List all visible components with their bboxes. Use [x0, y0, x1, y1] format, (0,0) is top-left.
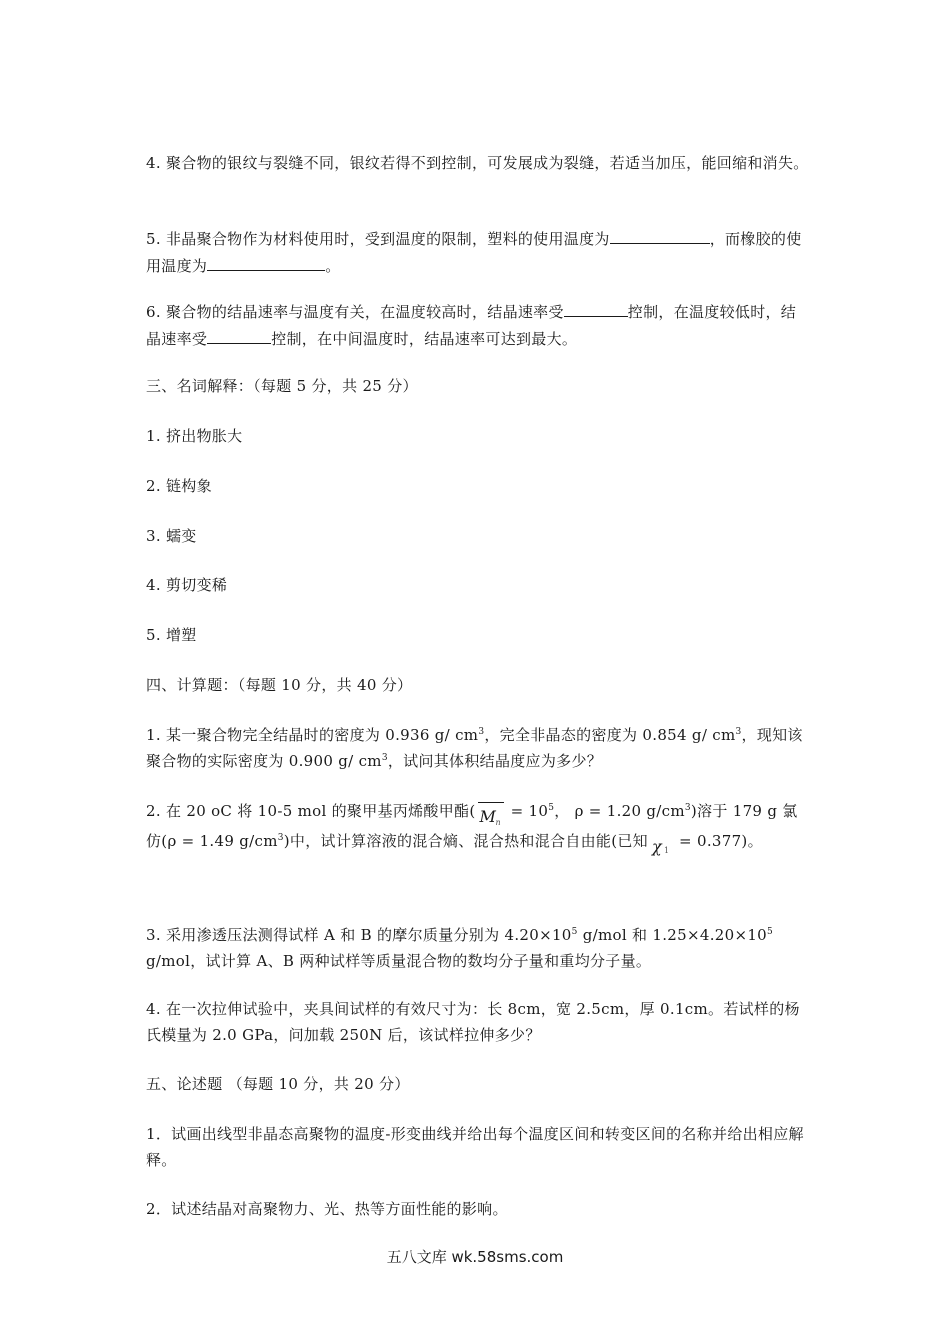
essay-question: 1．试画出线型非晶态高聚物的温度-形变曲线并给出每个温度区间和转变区间的名称并给出相应解释。 — [146, 1125, 804, 1169]
mn-formula: M n — [476, 799, 506, 825]
footer-watermark: 五八文库 wk.58sms.com — [386, 1248, 564, 1266]
question-4-1: 1. 某一聚合物完全结晶时的密度为 0.936 g/ $cm^3$，完全非晶态的密度为 0.854 g/ $cm^3$，现知该聚合物的实际密度为 0.900 g/ $cm^3$，试问其体积结晶度应为多少？ — [146, 726, 803, 770]
fill-blank — [207, 325, 271, 344]
term-item: 2. 链构象 — [146, 477, 212, 495]
term-item: 4. 剪切变稀 — [146, 576, 228, 594]
term-item: 5. 增塑 — [146, 626, 197, 644]
essay-question: 2．试述结晶对高聚物力、光、热等方面性能的影响。 — [146, 1200, 508, 1218]
question-4-4: 4. 在一次拉伸试验中，夹具间试样的有效尺寸为：长 8cm，宽 2.5cm，厚 0.1cm。若试样的杨氏模量为 2.0 GPa，问加载 250N 后，该试样拉伸多少？ — [146, 1000, 800, 1044]
term-item: 1. 挤出物胀大 — [146, 427, 243, 445]
question-4-3: 3. 采用渗透压法测得试样 A 和 B 的摩尔质量分别为 $4.20\times 10^5$ g/mol 和 $1.25\times 4.20\times 10^5$ g/mol，试计算 A、B 两种试样等质量混合物的数均分子量和重均分子量。 — [146, 926, 774, 970]
section-3-heading: 三、名词解释：（每题 5 分，共 25 分） — [146, 377, 418, 395]
section-5-heading: 五、论述题 （每题 10 分，共 20 分） — [146, 1075, 410, 1093]
chi-formula: χ 1 — [651, 837, 670, 856]
section-4-heading: 四、计算题：（每题 10 分，共 40 分） — [146, 676, 413, 694]
question-4-2: 2. 在 20 oC 将 10-5 mol 的聚甲基丙烯酸甲酯( M n = $10^5$， ρ = 1.20 $g/cm^3$)溶于 179 g 氯 仿(ρ = 1.49 $g/cm^3$)中，试计算溶液的混合熵、混合热和混合自由能(已知 χ 1 = 0.377)。 — [146, 796, 810, 856]
question-2-4: 4. 聚合物的银纹与裂缝不同，银纹若得不到控制，可发展成为裂缝，若适当加压，能回缩和消失。 — [146, 154, 809, 172]
term-item: 3. 蠕变 — [146, 527, 197, 545]
question-2-5: 5. 非晶聚合物作为材料使用时，受到温度的限制，塑料的使用温度为 ，而橡胶的使用温度为 。 — [146, 225, 810, 279]
question-2-6: 6. 聚合物的结晶速率与温度有关，在温度较高时，结晶速率受 控制，在温度较低时，结晶速率受 控制，在中间温度时，结晶速率可达到最大。 — [146, 298, 810, 352]
fill-blank — [610, 225, 710, 244]
fill-blank — [564, 298, 628, 317]
fill-blank — [207, 252, 325, 271]
overline — [478, 802, 504, 803]
